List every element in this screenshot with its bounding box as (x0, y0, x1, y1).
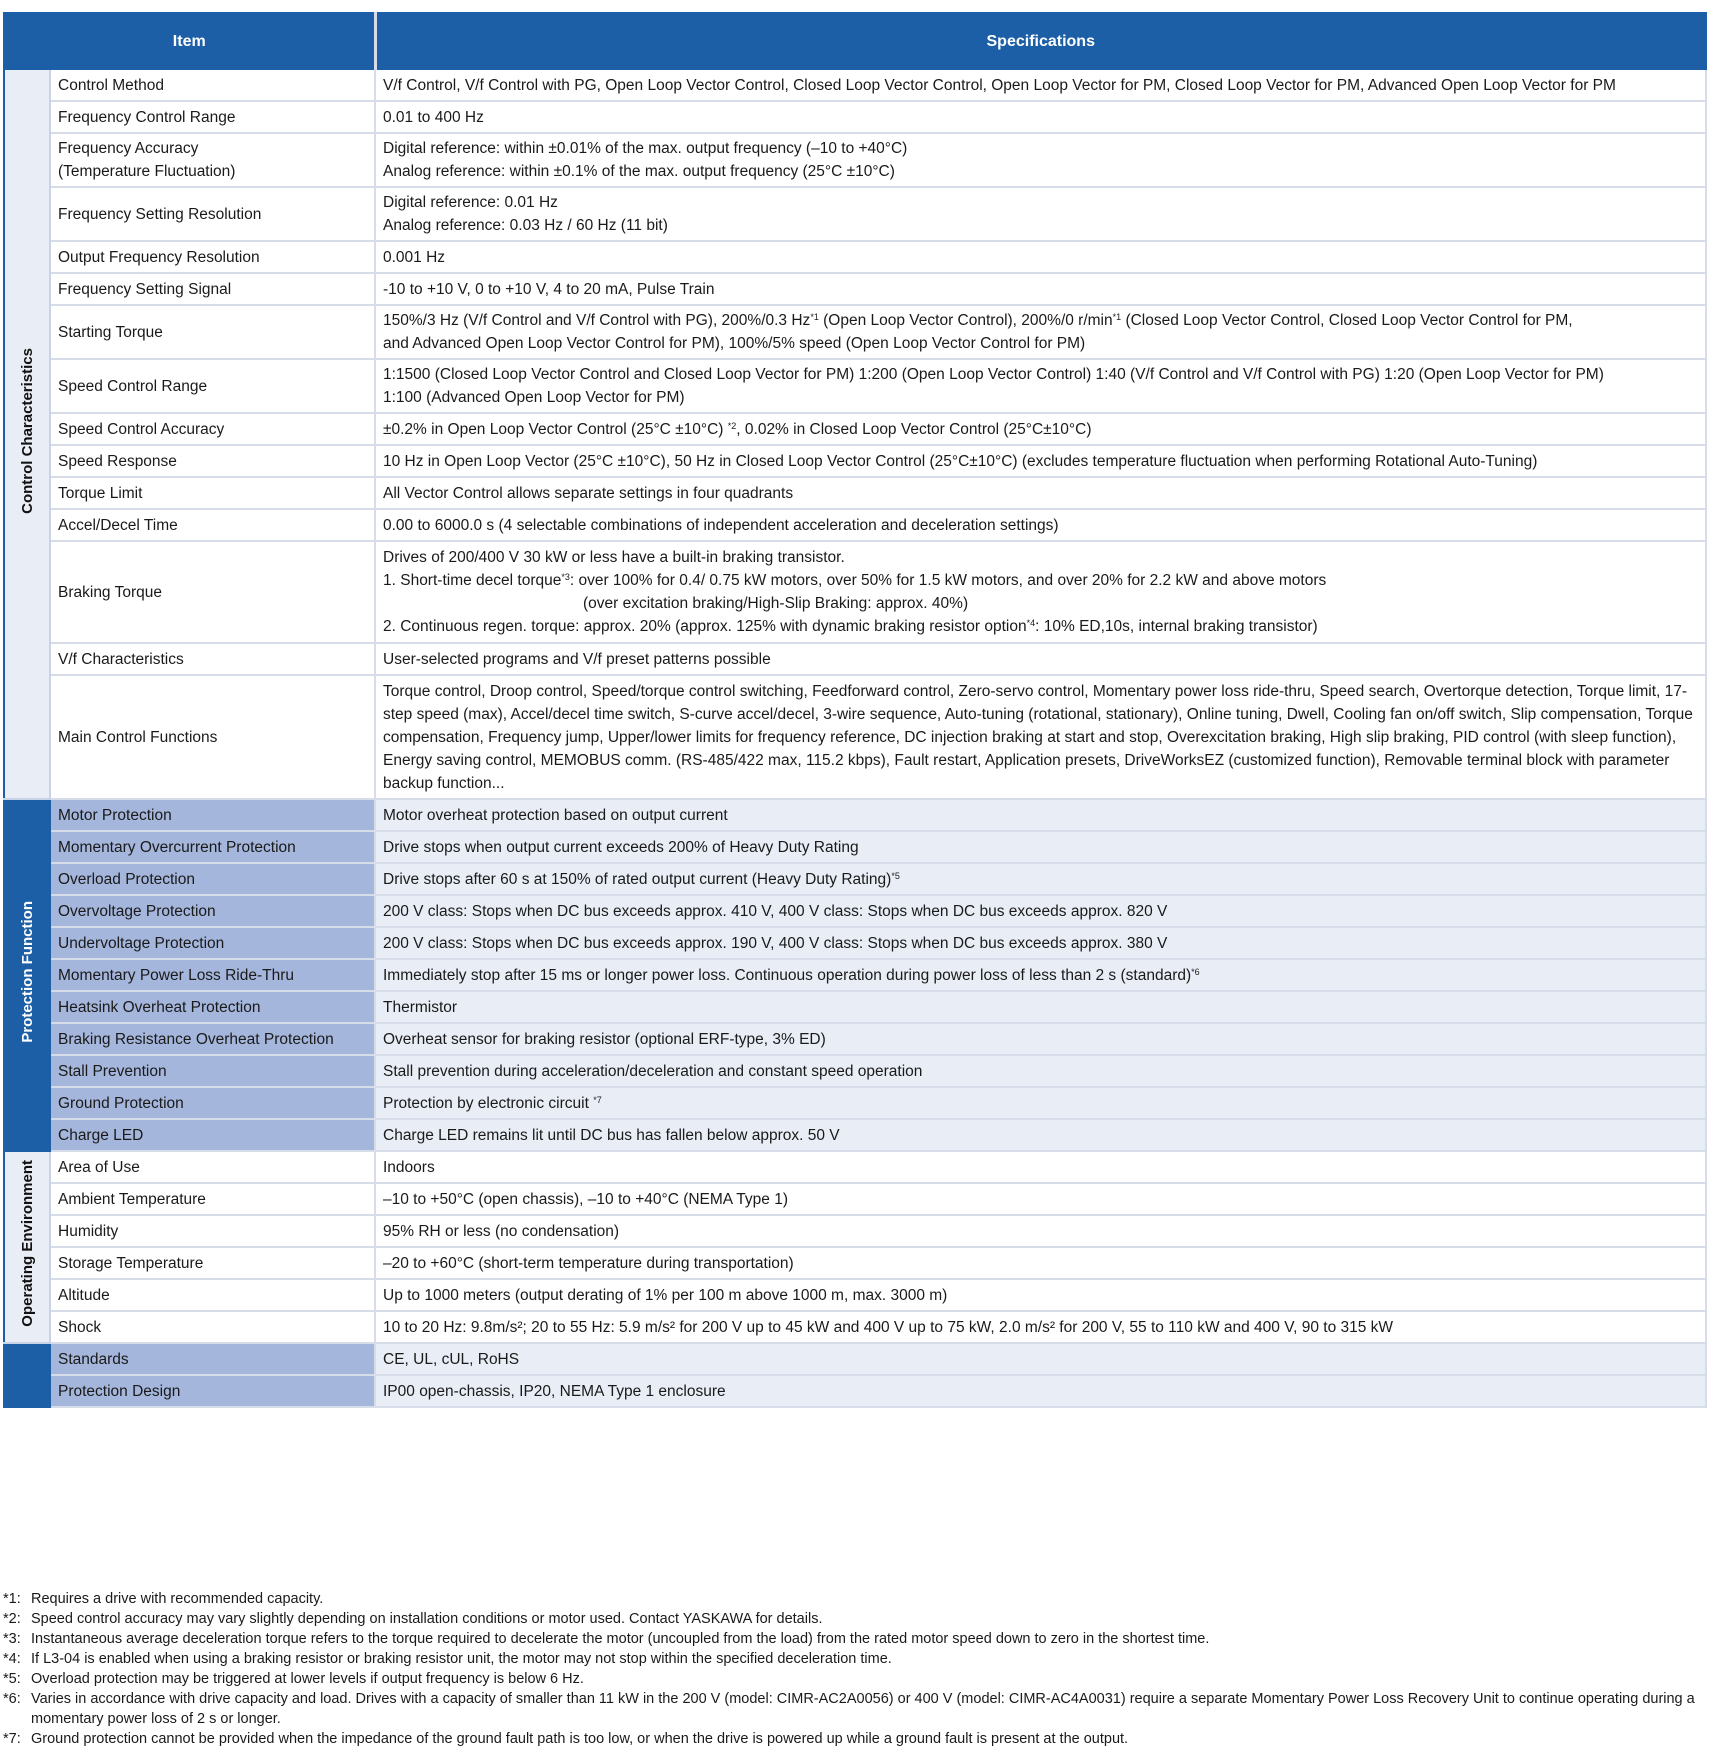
table-row (4, 831, 1706, 863)
table-row (4, 101, 1706, 133)
row-spec (375, 541, 1706, 643)
row-spec: 10 to 20 Hz: 9.8m/s²; 20 to 55 Hz: 5.9 m/s² for 200 V up to 45 kW and 400 V up to 75 kW, 2.0 m/s² for 200 V, 55 to 110 kW and 400 V, 90 to 315 kW (375, 1311, 1706, 1343)
row-item-line: Frequency Accuracy (58, 140, 199, 157)
category-blank (4, 1343, 50, 1407)
spec-text: 2. Continuous regen. torque: approx. 20% (approx. 125% with dynamic braking resistor option (383, 618, 1027, 635)
table-row (4, 1247, 1706, 1279)
row-spec-line (383, 569, 1698, 592)
row-spec-line: Digital reference: within ±0.01% of the max. output frequency (–10 to +40°C) (383, 140, 908, 157)
table-row (4, 1375, 1706, 1407)
footnote-mark: *4: (3, 1651, 21, 1667)
row-item (50, 133, 375, 187)
category-label: Operating Environment (18, 1160, 36, 1327)
table-row (4, 1119, 1706, 1151)
table-row (4, 1279, 1706, 1311)
footnote-text: Speed control accuracy may vary slightly depending on installation conditions or motor used. Contact YASKAWA for details. (31, 1611, 823, 1627)
row-spec: Thermistor (375, 991, 1706, 1023)
footnote-text: Requires a drive with recommended capacity. (31, 1591, 324, 1607)
row-item: Undervoltage Protection (50, 927, 375, 959)
spec-text: (over excitation braking/High-Slip Braking: approx. 40%) (583, 595, 969, 612)
table-row (4, 1151, 1706, 1183)
row-item: Accel/Decel Time (50, 509, 375, 541)
specifications-column-header: Specifications (375, 13, 1706, 69)
table-row (4, 863, 1706, 895)
row-spec: 200 V class: Stops when DC bus exceeds approx. 410 V, 400 V class: Stops when DC bus exceeds approx. 820 V (375, 895, 1706, 927)
table-row (4, 1311, 1706, 1343)
row-item: Charge LED (50, 1119, 375, 1151)
row-item: Output Frequency Resolution (50, 241, 375, 273)
row-spec-line: and Advanced Open Loop Vector Control for PM), 100%/5% speed (Open Loop Vector Control for PM) (383, 335, 1086, 352)
row-spec: 10 Hz in Open Loop Vector (25°C ±10°C), 50 Hz in Closed Loop Vector Control (25°C±10°C) (excludes temperature fluctuation when performing Rotational Auto-Tuning) (375, 445, 1706, 477)
specifications-table (3, 12, 1707, 1408)
row-item: Frequency Setting Resolution (50, 187, 375, 241)
row-spec: –20 to +60°C (short-term temperature during transportation) (375, 1247, 1706, 1279)
table-row (4, 991, 1706, 1023)
table-row (4, 69, 1706, 101)
row-spec: 0.00 to 6000.0 s (4 selectable combinations of independent acceleration and deceleration settings) (375, 509, 1706, 541)
footnote-mark: *2: (3, 1611, 21, 1627)
row-item: Torque Limit (50, 477, 375, 509)
footnote-text: Ground protection cannot be provided when the impedance of the ground fault path is too low, or when the drive is powered up while a ground fault is present at the output. (31, 1731, 1129, 1747)
spec-text: (Open Loop Vector Control), 200%/0 r/min (818, 312, 1113, 329)
footnote-mark: *1: (3, 1591, 21, 1607)
row-spec (375, 863, 1706, 895)
footnote (3, 1649, 1705, 1669)
table-row (4, 643, 1706, 675)
table-row (4, 133, 1706, 187)
category-label: Protection Function (18, 900, 36, 1043)
row-item: Momentary Power Loss Ride-Thru (50, 959, 375, 991)
table-row (4, 1055, 1706, 1087)
row-spec: 95% RH or less (no condensation) (375, 1215, 1706, 1247)
row-item: V/f Characteristics (50, 643, 375, 675)
table-row (4, 675, 1706, 799)
table-row (4, 359, 1706, 413)
row-item: Frequency Control Range (50, 101, 375, 133)
footnote-mark: *5: (3, 1671, 21, 1687)
row-spec: V/f Control, V/f Control with PG, Open Loop Vector Control, Closed Loop Vector Control, Open Loop Vector for PM, Closed Loop Vector for PM, Advanced Open Loop Vector for PM (375, 69, 1706, 101)
spec-text: 1. Short-time decel torque (383, 572, 562, 589)
row-spec: All Vector Control allows separate settings in four quadrants (375, 477, 1706, 509)
row-item: Ambient Temperature (50, 1183, 375, 1215)
row-spec: Stall prevention during acceleration/deceleration and constant speed operation (375, 1055, 1706, 1087)
row-item: Overvoltage Protection (50, 895, 375, 927)
footnote-ref: *6 (1191, 966, 1200, 977)
row-spec: 200 V class: Stops when DC bus exceeds approx. 190 V, 400 V class: Stops when DC bus exceeds approx. 380 V (375, 927, 1706, 959)
row-spec-line: Drives of 200/400 V 30 kW or less have a built-in braking transistor. (383, 549, 845, 566)
table-row (4, 445, 1706, 477)
table-header-row (4, 13, 1706, 69)
row-spec (375, 413, 1706, 445)
footnote-ref: *1 (810, 312, 819, 322)
footnote (3, 1729, 1705, 1749)
spec-text: : over 100% for 0.4/ 0.75 kW motors, over 50% for 1.5 kW motors, and over 20% for 2.2 kW and above motors (569, 572, 1327, 589)
row-spec-line: Analog reference: within ±0.1% of the max. output frequency (25°C ±10°C) (383, 163, 895, 180)
footnote-text: Overload protection may be triggered at lower levels if output frequency is below 6 Hz. (31, 1671, 584, 1687)
table-row (4, 187, 1706, 241)
row-spec: 0.01 to 400 Hz (375, 101, 1706, 133)
footnote (3, 1689, 1705, 1729)
table-row (4, 477, 1706, 509)
footnote (3, 1609, 1705, 1629)
footnote-text: Instantaneous average deceleration torque refers to the torque required to decelerate the motor (uncoupled from the load) from the rated motor speed down to zero in the shortest time. (31, 1631, 1210, 1647)
row-item: Ground Protection (50, 1087, 375, 1119)
row-spec: -10 to +10 V, 0 to +10 V, 4 to 20 mA, Pulse Train (375, 273, 1706, 305)
table-row (4, 541, 1706, 643)
row-item: Control Method (50, 69, 375, 101)
table-row (4, 1343, 1706, 1375)
row-spec (375, 959, 1706, 991)
row-spec-line: 1:1500 (Closed Loop Vector Control and Closed Loop Vector for PM) 1:200 (Open Loop Vector Control) 1:40 (V/f Control and V/f Control with PG) 1:20 (Open Loop Vector for PM) (383, 366, 1604, 383)
row-spec-line: 1:100 (Advanced Open Loop Vector for PM) (383, 389, 685, 406)
row-item: Heatsink Overheat Protection (50, 991, 375, 1023)
row-spec: –10 to +50°C (open chassis), –10 to +40°C (NEMA Type 1) (375, 1183, 1706, 1215)
table-row (4, 1087, 1706, 1119)
table-row (4, 1183, 1706, 1215)
row-spec: 0.001 Hz (375, 241, 1706, 273)
row-spec: CE, UL, cUL, RoHS (375, 1343, 1706, 1375)
row-spec: Up to 1000 meters (output derating of 1% per 100 m above 1000 m, max. 3000 m) (375, 1279, 1706, 1311)
footnote-ref: *2 (727, 420, 737, 431)
table-row (4, 509, 1706, 541)
row-spec (375, 305, 1706, 359)
spec-text: Drive stops after 60 s at 150% of rated output current (Heavy Duty Rating) (383, 870, 892, 888)
row-item: Motor Protection (50, 799, 375, 831)
footnote-text: If L3-04 is enabled when using a braking resistor or braking resistor unit, the motor may not stop within the specified deceleration time. (31, 1651, 892, 1667)
table-row (4, 273, 1706, 305)
row-item: Speed Response (50, 445, 375, 477)
row-spec: Motor overheat protection based on output current (375, 799, 1706, 831)
row-item: Speed Control Range (50, 359, 375, 413)
footnote-ref: *3 (561, 572, 570, 582)
row-item: Starting Torque (50, 305, 375, 359)
row-item: Braking Torque (50, 541, 375, 643)
row-spec: User-selected programs and V/f preset patterns possible (375, 643, 1706, 675)
row-item: Overload Protection (50, 863, 375, 895)
footnote-mark: *6: (3, 1691, 21, 1707)
row-spec-line: Digital reference: 0.01 Hz (383, 194, 558, 211)
table-row (4, 927, 1706, 959)
table-row (4, 895, 1706, 927)
row-item: Standards (50, 1343, 375, 1375)
row-item: Speed Control Accuracy (50, 413, 375, 445)
row-item: Frequency Setting Signal (50, 273, 375, 305)
row-item: Altitude (50, 1279, 375, 1311)
footnote (3, 1669, 1705, 1689)
row-item: Area of Use (50, 1151, 375, 1183)
footnotes (3, 1589, 1705, 1749)
table-row (4, 959, 1706, 991)
footnote-text: Varies in accordance with drive capacity and load. Drives with a capacity of smaller than 11 kW in the 200 V (model: CIMR-AC2A0056) or 400 V (model: CIMR-AC4A0031) require a separate Momentary Power Loss Recovery Unit to continue operating during a momentary power loss of 2 s or longer. (31, 1691, 1695, 1727)
spec-text: Protection by electronic circuit (383, 1094, 594, 1112)
row-item: Humidity (50, 1215, 375, 1247)
table-row (4, 305, 1706, 359)
spec-text: Immediately stop after 15 ms or longer power loss. Continuous operation during power loss of less than 2 s (standard) (383, 966, 1192, 984)
row-spec: Charge LED remains lit until DC bus has fallen below approx. 50 V (375, 1119, 1706, 1151)
table-row (4, 413, 1706, 445)
row-spec (375, 359, 1706, 413)
footnote-mark: *7: (3, 1731, 21, 1747)
spec-text: , 0.02% in Closed Loop Vector Control (25°C±10°C) (736, 420, 1092, 438)
table-row (4, 241, 1706, 273)
footnote-ref: *7 (593, 1094, 602, 1105)
row-spec (375, 187, 1706, 241)
category-protection-function (4, 799, 50, 1151)
row-spec: Drive stops when output current exceeds 200% of Heavy Duty Rating (375, 831, 1706, 863)
footnote-mark: *3: (3, 1631, 21, 1647)
spec-text: 150%/3 Hz (V/f Control and V/f Control with PG), 200%/0.3 Hz (383, 312, 811, 329)
row-item: Momentary Overcurrent Protection (50, 831, 375, 863)
row-item: Main Control Functions (50, 675, 375, 799)
row-item-line: (Temperature Fluctuation) (58, 163, 236, 180)
row-spec-line (383, 309, 1698, 332)
row-spec-line (383, 592, 1698, 615)
table-row (4, 1023, 1706, 1055)
row-spec: Torque control, Droop control, Speed/torque control switching, Feedforward control, Zero-servo control, Momentary power loss ride-thru, Speed search, Overtorque detection, Torque limit, 17-step speed (max), Accel/decel time switch, S-curve accel/decel, 3-wire sequence, Auto-tuning (rotational, stationary), Online tuning, Dwell, Cooling fan on/off switch, Slip compensation, Torque compensation, Frequency jump, Upper/lower limits for frequency reference, DC injection braking at start and stop, Overexcitation braking, High slip braking, PID control (with sleep function), Energy saving control, MEMOBUS comm. (RS-485/422 max, 115.2 kbps), Fault restart, Application presets, DriveWorksEZ (customized function), Removable terminal block with parameter backup function... (375, 675, 1706, 799)
row-spec-line (383, 615, 1698, 638)
row-spec (375, 1087, 1706, 1119)
row-item: Protection Design (50, 1375, 375, 1407)
spec-text: : 10% ED,10s, internal braking transistor) (1035, 618, 1318, 635)
footnote-ref: *1 (1112, 312, 1122, 322)
row-spec: Overheat sensor for braking resistor (optional ERF-type, 3% ED) (375, 1023, 1706, 1055)
row-spec: Indoors (375, 1151, 1706, 1183)
footnote-ref: *5 (891, 870, 900, 881)
spec-text: ±0.2% in Open Loop Vector Control (25°C ±10°C) (383, 420, 728, 438)
category-control-characteristics (4, 69, 50, 799)
row-item: Stall Prevention (50, 1055, 375, 1087)
footnote (3, 1629, 1705, 1649)
row-item: Shock (50, 1311, 375, 1343)
row-spec: IP00 open-chassis, IP20, NEMA Type 1 enclosure (375, 1375, 1706, 1407)
footnote (3, 1589, 1705, 1609)
item-column-header: Item (4, 13, 375, 69)
spec-text: (Closed Loop Vector Control, Closed Loop Vector Control for PM, (1121, 312, 1573, 329)
table-row (4, 1215, 1706, 1247)
category-label: Control Characteristics (18, 347, 36, 514)
table-row (4, 799, 1706, 831)
footnote-ref: *4 (1026, 618, 1036, 628)
row-spec (375, 133, 1706, 187)
category-operating-environment (4, 1151, 50, 1343)
row-item: Braking Resistance Overheat Protection (50, 1023, 375, 1055)
row-item: Storage Temperature (50, 1247, 375, 1279)
row-spec-line: Analog reference: 0.03 Hz / 60 Hz (11 bit) (383, 217, 668, 234)
